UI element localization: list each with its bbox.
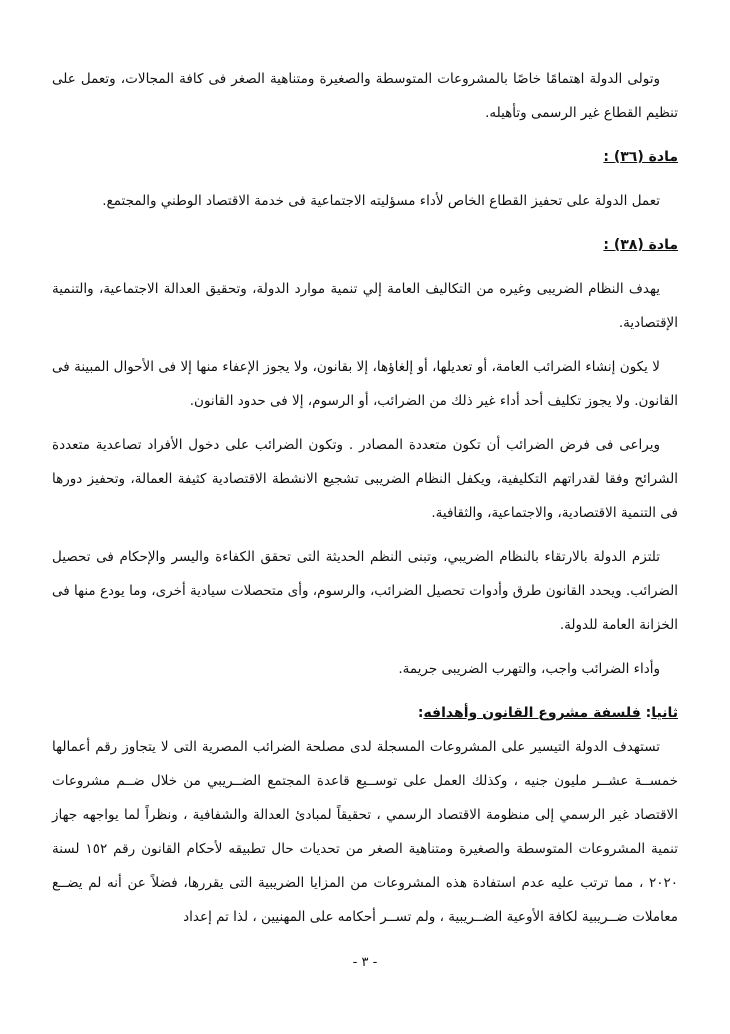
paragraph-small-enterprises: وتولى الدولة اهتمامًا خاصًا بالمشروعات المتوسطة والصغيرة ومتناهية الصغر فى كافة المجالات، وتعمل على تنظيم القطاع غير الرسمى وتأهيله. xyxy=(52,71,678,121)
section-two-title: فلسفة مشروع القانون وأهدافه xyxy=(423,705,641,721)
article-38-paragraph-3: ويراعى فى فرض الضرائب أن تكون متعددة المصادر . وتكون الضرائب على دخول الأفراد تصاعدية متعددة الشرائح وفقا لقدراتهم التكليفية، ويكفل النظام الضريبى تشجيع الانشطة الاقتصادية كثيفة العمالة، وتحفيز دورها فى التنمية الاقتصادية، والاجتماعية، والثقافية. xyxy=(52,437,678,521)
article-38-heading: مادة (٣٨) : xyxy=(603,237,678,253)
article-38-paragraph-2: لا يكون إنشاء الضرائب العامة، أو تعديلها، أو إلغاؤها، إلا بقانون، ولا يجوز الإعفاء منها إلا فى الأحوال المبينة فى القانون. ولا يجوز تكليف أحد أداء غير ذلك من الضرائب، أو الرسوم، إلا فى حدود القانون. xyxy=(52,359,678,409)
section-two-heading: ثانيا: فلسفة مشروع القانون وأهدافه: xyxy=(417,705,678,721)
section-two-lead: ثانيا xyxy=(651,705,678,721)
article-38-paragraph-5: وأداء الضرائب واجب، والتهرب الضريبى جريمة. xyxy=(398,661,660,677)
article-38-paragraph-1: يهدف النظام الضريبى وغيره من التكاليف العامة إلي تنمية موارد الدولة، وتحقيق العدالة الاجتماعية، والتنمية الإقتصادية. xyxy=(52,281,678,331)
article-36-heading: مادة (٣٦) : xyxy=(603,149,678,165)
section-two-text: تستهدف الدولة التيسير على المشروعات المسجلة لدى مصلحة الضرائب المصرية التى لا يتجاوز رقم أعمالها خمســة عشــر مليون جنيه ، وكذلك العمل على توســيع قاعدة المجتمع الضــريبي من خلال ضــم مشروعات الاقتصاد غير الرسمي إلى منظومة الاقتصاد الرسمي ، تحقيقاً لمبادئ العدالة والشفافية ، ونظراً لما يواجهه جهاز تنمية المشروعات المتوسطة والصغيرة ومتناهية الصغر من تحديات حال تطبيقه لأحكام القانون رقم ١٥٢ لسنة ٢٠٢٠ ، مما ترتب عليه عدم استفادة هذه المشروعات من المزايا الضريبية التى يقررها، فضلاً عن أنه لم يضــع معاملات ضــريبية لكافة الأوعية الضــريبية ، ولم تســر أحكامه على المهنيين ، لذا تم إعداد xyxy=(52,739,678,925)
page-number: - ٣ - xyxy=(352,955,378,970)
article-36-text: تعمل الدولة على تحفيز القطاع الخاص لأداء مسؤليته الاجتماعية فى خدمة الاقتصاد الوطني والمجتمع. xyxy=(102,193,660,209)
article-38-paragraph-4: تلتزم الدولة بالارتقاء بالنظام الضريبي، وتبنى النظم الحديثة التى تحقق الكفاءة واليسر والإحكام فى تحصيل الضرائب. ويحدد القانون طرق وأدوات تحصيل الضرائب، والرسوم، وأى متحصلات سيادية أخرى، وما يودع منها فى الخزانة العامة للدولة. xyxy=(52,549,678,633)
